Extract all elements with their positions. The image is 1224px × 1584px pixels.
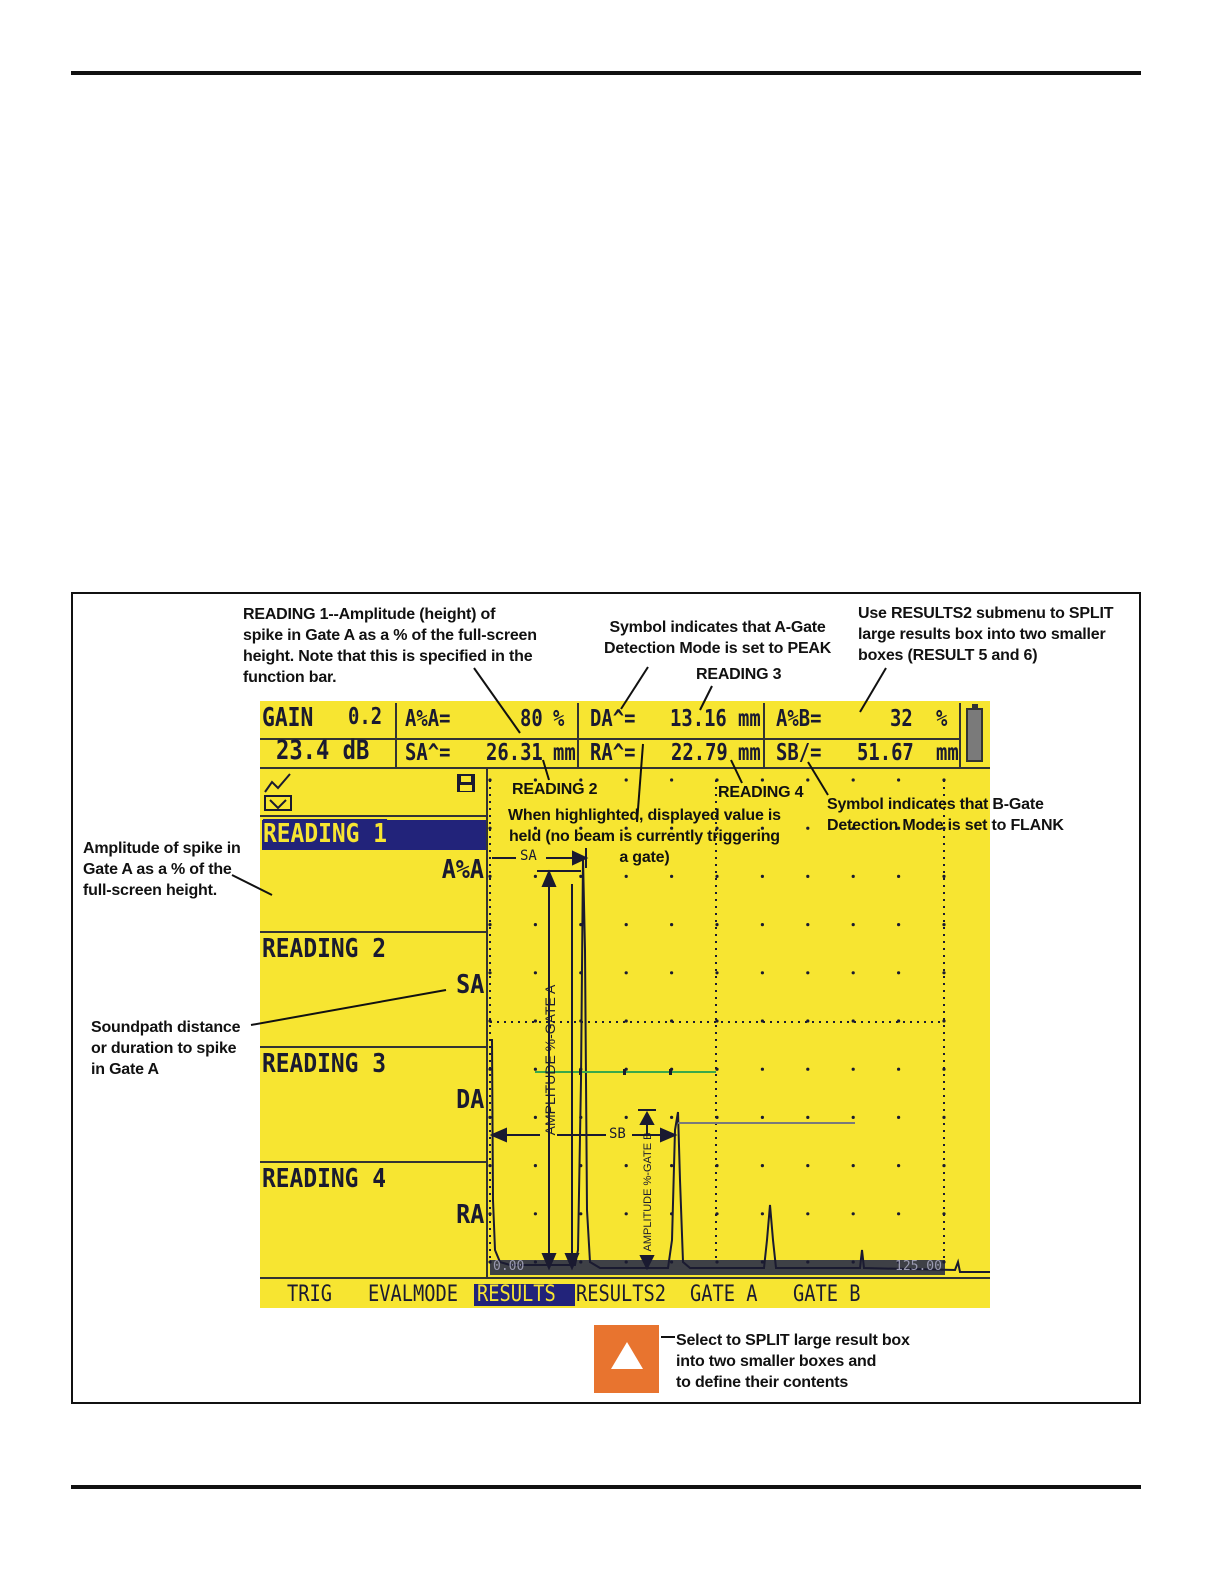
grid-dot <box>534 875 537 878</box>
result2-label: DA^= <box>590 706 636 732</box>
sa-label: SA <box>520 848 537 864</box>
bgate-symbol-note: Symbol indicates that B-Gate Detection Mode is set to FLANK <box>827 796 1064 834</box>
leader-reading2 <box>543 760 549 780</box>
menu-results2[interactable]: RESULTS2 <box>576 1282 667 1307</box>
leader-agate <box>621 667 648 709</box>
waveform-mode-icon <box>265 774 291 810</box>
grid-dot <box>488 971 491 974</box>
grid-dot <box>806 1116 809 1119</box>
grid-dot <box>761 1164 764 1167</box>
grid-dot <box>852 923 855 926</box>
result1-label: A%A= <box>405 706 451 732</box>
agate-symbol-note: Symbol indicates that A-Gate Detection Mode is set to PEAK <box>604 619 832 657</box>
result3-value: 32 <box>890 706 913 732</box>
save-icon <box>457 774 475 792</box>
grid-dot <box>897 778 900 781</box>
grid-dot <box>761 923 764 926</box>
amplitude-gate-b-label: AMPLITUDE %-GATE B <box>642 1132 654 1252</box>
grid-dot <box>488 923 491 926</box>
grid-dot <box>534 1068 537 1071</box>
grid-dot <box>670 1164 673 1167</box>
axis-end-label: 125.00 <box>895 1259 942 1274</box>
grid-dot <box>534 1019 537 1022</box>
menu-results[interactable]: RESULTS <box>477 1282 556 1307</box>
leader-results2 <box>860 668 886 712</box>
grid-dot <box>670 971 673 974</box>
reading2-label: READING 2 <box>512 781 598 798</box>
grid-dot <box>715 923 718 926</box>
leader-soundpath <box>251 990 446 1025</box>
grid-dot <box>897 1116 900 1119</box>
result2-value: 13.16 <box>670 706 727 732</box>
grid-dot <box>715 875 718 878</box>
grid-dot <box>488 875 491 878</box>
grid-dot <box>852 1068 855 1071</box>
split-note: Select to SPLIT large result box into two smaller boxes and to define their contents <box>676 1332 910 1391</box>
grid-dot <box>806 875 809 878</box>
gain-value: 23.4 dB <box>276 735 370 766</box>
grid-dot <box>534 1164 537 1167</box>
grid-dot <box>852 1116 855 1119</box>
soundpath-note: Soundpath distance or duration to spike in Gate A <box>91 1019 241 1078</box>
battery-icon <box>966 708 983 762</box>
grid-dot <box>534 1212 537 1215</box>
grid-dot <box>534 1116 537 1119</box>
grid-dot <box>806 827 809 830</box>
result4-value: 26.31 <box>486 740 543 766</box>
menu-trig[interactable]: TRIG <box>287 1282 333 1307</box>
grid-dot <box>942 923 945 926</box>
menu-evalmode[interactable]: EVALMODE <box>368 1282 459 1307</box>
reading4-value: RA <box>455 1200 484 1230</box>
grid-dot <box>897 1164 900 1167</box>
gain-step: 0.2 <box>348 704 383 730</box>
reading3-label: READING 3 <box>696 666 782 683</box>
grid-dot <box>625 1212 628 1215</box>
gain-label: GAIN <box>262 703 314 733</box>
grid-dot <box>852 971 855 974</box>
results2-note: Use RESULTS2 submenu to SPLIT large results box into two smaller boxes (RESULT 5 and 6) <box>858 605 1114 664</box>
reading3-title[interactable]: READING 3 <box>262 1049 386 1079</box>
reading3-value: DA <box>455 1085 484 1115</box>
grid-dot <box>761 1116 764 1119</box>
grid-dot <box>670 778 673 781</box>
grid-dot <box>852 1164 855 1167</box>
amplitude-gate-a-label: AMPLITUDE %-GATE A <box>542 984 558 1136</box>
grid-dot <box>625 778 628 781</box>
result6-label: SB/= <box>776 740 822 766</box>
grid-dot <box>625 875 628 878</box>
sb-label: SB <box>609 1126 626 1142</box>
grid-dot <box>715 971 718 974</box>
grid-dot <box>897 971 900 974</box>
result6-unit: mm <box>936 740 959 766</box>
grid-dot <box>806 1164 809 1167</box>
grid-dot <box>625 1164 628 1167</box>
result1-unit: % <box>553 706 565 732</box>
grid-dot <box>852 875 855 878</box>
reading2-title[interactable]: READING 2 <box>262 934 386 964</box>
grid-dot <box>625 1019 628 1022</box>
grid-dot <box>761 1212 764 1215</box>
result3-unit: % <box>936 706 948 732</box>
grid-dot <box>897 875 900 878</box>
grid-dot <box>806 1260 809 1263</box>
grid-dot <box>897 923 900 926</box>
reading4-label: READING 4 <box>718 784 804 801</box>
grid-dot <box>670 1116 673 1119</box>
grid-dot <box>625 1116 628 1119</box>
result2-unit: mm <box>738 706 761 732</box>
grid-dot <box>625 971 628 974</box>
grid-dot <box>761 875 764 878</box>
reading1-title[interactable]: READING 1 <box>263 819 387 849</box>
grid-dot <box>852 778 855 781</box>
result4-label: SA^= <box>405 740 451 766</box>
menu-gate-b[interactable]: GATE B <box>793 1282 861 1307</box>
result6-value: 51.67 <box>857 740 914 766</box>
result1-value: 80 <box>520 706 543 732</box>
grid-dot <box>897 1212 900 1215</box>
grid-dot <box>579 1260 582 1263</box>
grid-dot <box>942 875 945 878</box>
grid-dot <box>670 1260 673 1263</box>
grid-dot <box>625 923 628 926</box>
grid-dot <box>670 875 673 878</box>
grid-dot <box>806 1068 809 1071</box>
grid-dot <box>761 1068 764 1071</box>
grid-dot <box>942 971 945 974</box>
grid-dot <box>806 923 809 926</box>
result5-unit: mm <box>738 740 761 766</box>
reading2-value: SA <box>455 970 484 1000</box>
grid-dot <box>670 923 673 926</box>
result3-label: A%B= <box>776 706 822 732</box>
grid-dot <box>715 1260 718 1263</box>
grid-dot <box>579 1212 582 1215</box>
split-button[interactable] <box>594 1325 659 1393</box>
grid-dot <box>852 1212 855 1215</box>
grid-dot <box>806 778 809 781</box>
highlighted-note: When highlighted, displayed value is held (no beam is currently triggering a gate) <box>508 807 781 866</box>
grid-dot <box>806 971 809 974</box>
grid-dot <box>897 1068 900 1071</box>
a-scan-waveform <box>490 858 990 1272</box>
result4-unit: mm <box>553 740 576 766</box>
grid-dot <box>852 1260 855 1263</box>
reading1-note: READING 1--Amplitude (height) of spike in Gate A as a % of the full-screen height. Note that this is specified in the function bar. <box>243 606 537 686</box>
grid-dot <box>534 971 537 974</box>
amplitude-note: Amplitude of spike in Gate A as a % of the full-screen height. <box>83 840 241 899</box>
reading1-value: A%A <box>441 855 484 885</box>
leader-bgate <box>808 762 828 795</box>
grid-dot <box>761 971 764 974</box>
result5-value: 22.79 <box>671 740 728 766</box>
grid-dot <box>806 1212 809 1215</box>
menu-gate-a[interactable]: GATE A <box>690 1282 758 1307</box>
reading4-title[interactable]: READING 4 <box>262 1164 386 1194</box>
axis-start-label: 0.00 <box>493 1259 525 1274</box>
grid-dot <box>534 923 537 926</box>
result5-label: RA^= <box>590 740 636 766</box>
grid-dot <box>625 1260 628 1263</box>
grid-dot <box>534 1260 537 1263</box>
